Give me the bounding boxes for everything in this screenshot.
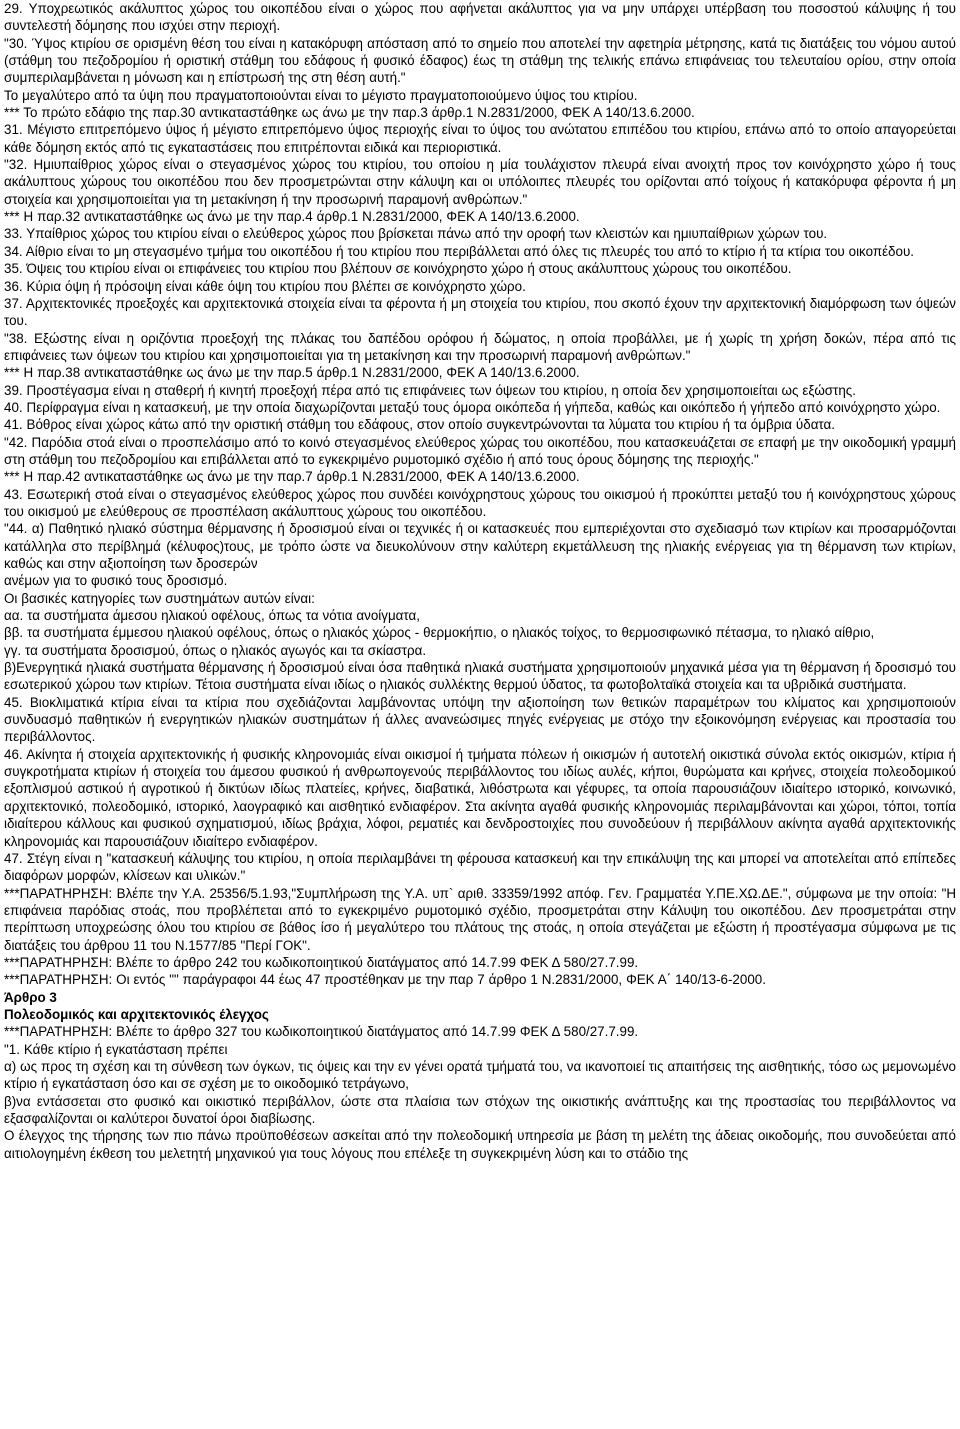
paragraph-44-bb: ββ. τα συστήματα έμμεσου ηλιακού οφέλους, όπως ο ηλιακός χώρος - θερμοκήπιο, ο ηλιακός τοίχος, το θερμοσιφωνικό πέτασμα, το ηλιακό αίθριο, [4, 625, 875, 641]
amendment-note-30: *** Το πρώτο εδάφιο της παρ.30 αντικαταστάθηκε ως άνω με την παρ.3 άρθρ.1 Ν.2831/2000, ΦΕΚ Α 140/13.6.2000. [4, 105, 695, 121]
paragraph-44-gg: γγ. τα συστήματα δροσισμού, όπως ο ηλιακός αγωγός και τα σκίαστρα. [4, 642, 427, 658]
amendment-note-42: *** Η παρ.42 αντικαταστάθηκε ως άνω με την παρ.7 άρθρ.1 Ν.2831/2000, ΦΕΚ Α 140/13.6.2000. [4, 469, 580, 485]
paragraph-38: "38. Εξώστης είναι η οριζόντια προεξοχή της πλάκας του δαπέδου ορόφου ή δώματος, η οποία προβάλλει, με ή χωρίς τη χρήση δοκών, πέρα από τις επιφάνειες των όψεων του κτιρίου και χρησιμοποιείται για τη μετακίνηση και την προσωρινή παραμονή ανθρώπων." [4, 330, 956, 363]
paragraph-46: 46. Ακίνητα ή στοιχεία αρχιτεκτονικής ή φυσικής κληρονομιάς είναι οικισμοί ή τμήματα πόλεων ή οικισμών ή αυτοτελή οικιστικά σύνολα εκτός οικισμών, κτίρια ή συγκροτήματα κτιρίων ή στοιχεία του άμεσου φυσικού ή ανθρωπογενούς περιβάλλοντος του ιδίως αυλές, κήποι, θυρώματα και κρήνες, στοιχεία πολεοδομικού εξοπλισμού αστικού ή αγροτικού ή δικτύων ιδίως πλατείες, κρήνες, διαβατικά, λιθόστρωτα και γέφυρες, τα οποία παρουσιάζουν ιδιαίτερο ιστορικό, κοινωνικό, αρχιτεκτονικό, πολεοδομικό, ιστορικό, λαογραφικό και αισθητικό ενδιαφέρον. Στα ακίνητα αγαθά φυσικής κληρονομιάς περιλαμβάνονται και χώροι, τόποι, τοπία ιδιαίτερου κάλλους και φυσικού σχηματισμού, ιδίως βράχια, λόφοι, ρεματιές και δενδροστοιχίες που συνοδεύουν ή περιβάλλουν ακίνητα αγαθά αρχιτεκτονικής κληρονομιάς και παρουσιάζουν ιδιαίτερο ενδιαφέρον. [4, 746, 956, 849]
article-subheading: Πολεοδομικός και αρχιτεκτονικός έλεγχος [4, 1006, 269, 1022]
paragraph-44-aa: αα. τα συστήματα άμεσου ηλιακού οφέλους, όπως τα νότια ανοίγματα, [4, 608, 420, 624]
article-heading: Άρθρο 3 [4, 989, 57, 1005]
paragraph-article3-1: "1. Κάθε κτίριο ή εγκατάσταση πρέπει [4, 1041, 228, 1057]
paragraph-article3-1a: α) ως προς τη σχέση και τη σύνθεση των όγκων, τις όψεις και την εν γένει ορατά τμήματά του, να ικανοποιεί τις απαιτήσεις της αισθητικής, τόσο ως μεμονωμένο κτίριο ή εγκατάσταση όσο και σε σχέση με το οικοδομικό τετράγωνο, [4, 1058, 956, 1092]
amendment-note-38: *** Η παρ.38 αντικαταστάθηκε ως άνω με την παρ.5 άρθρ.1 Ν.2831/2000, ΦΕΚ Α 140/13.6.2000. [4, 365, 580, 381]
observation-note-article-327: ***ΠΑΡΑΤΗΡΗΣΗ: Βλέπε το άρθρο 327 του κωδικοποιητικού διατάγματος από 14.7.99 ΦΕΚ Δ 580/27.7.99. [4, 1024, 639, 1040]
observation-note-ya-25356: ***ΠΑΡΑΤΗΡΗΣΗ: Βλέπε την Υ.Α. 25356/5.1.93,"Συμπλήρωση της Υ.Α. υπ` αριθ. 33359/1992 απόφ. Γεν. Γραμματέα Υ.ΠΕ.ΧΩ.ΔΕ.", σύμφωνα με την οποία: "Η επιφάνεια παρόδιας στοάς, που προβλέπεται από το εγκεκριμένο ρυμοτομικό σχέδιο, προσμετράται στην Κάλυψη του οικοπέδου. Δεν προσμετράται στην περίπτωση υποχρεώσης όλου του κτιρίου σε βάθος ίσο ή μεγαλύτερο του πλάτους της στοάς, η οποία στεγάζεται με εξώστη ή προστέγασμα σύμφωνα με τις διατάξεις του άρθρου 11 του Ν.1577/85 "Περί ΓΟΚ". [4, 885, 956, 953]
paragraph-47: 47. Στέγη είναι η "κατασκευή κάλυψης του κτιρίου, η οποία περιλαμβάνει τη φέρουσα κατασκευή και την επικάλυψη της και μπορεί να αποτελείται από επίπεδες διαφόρων μορφών, κλίσεων και υλικών." [4, 850, 956, 884]
paragraph-30: "30. Ύψος κτιρίου σε ορισμένη θέση του είναι η κατακόρυφη απόσταση από το σημείο που αποτελεί την αφετηρία μέτρησης, κατά τις διατάξεις του νόμου αυτού (στάθμη του πεζοδρομίου ή οριστική στάθμη του εδάφους ή φυσικό έδαφος) έως τη στάθμη της τελικής επάνω επιφάνειας του τελευταίου ορίου, στην οποία συμπεριλαμβάνεται η μόνωση και η επίστρωσή της στη θέση αυτή." [4, 35, 956, 86]
paragraph-36: 36. Κύρια όψη ή πρόσοψη είναι κάθε όψη του κτιρίου που βλέπει σε κοινόχρηστο χώρο. [4, 278, 526, 294]
paragraph-35: 35. Όψεις του κτιρίου είναι οι επιφάνειες του κτιρίου που βλέπουν σε κοινόχρηστο χώρο ή στους ακάλυπτους χώρους του οικοπέδου. [4, 261, 792, 277]
paragraph-29: 29. Υποχρεωτικός ακάλυπτος χώρος του οικοπέδου είναι ο χώρος που αφήνεται ακάλυπτος για να μην υπάρχει υπέρβαση του ποσοστού κάλυψης ή του συντελεστή δόμησης που ισχύει στην περιοχή. [4, 1, 956, 34]
paragraph-43: 43. Εσωτερική στοά είναι ο στεγασμένος ελεύθερος χώρος που συνδέει κοινόχρηστους χώρους του οικισμού ή προκύπτει μεταξύ του ή κοινόχρηστους χώρους του οικισμού με ελεύθερους σε προσπέλαση ακάλυπτους χώρους του οικοπέδου. [4, 486, 956, 519]
paragraph-41: 41. Βόθρος είναι χώρος κάτω από την οριστική στάθμη του εδάφους, στον οποίο συγκεντρώνονται τα λύματα του κτιρίου ή τα όμβρια ύδατα. [4, 417, 835, 433]
paragraph-34: 34. Αίθριο είναι το μη στεγασμένο τμήμα του οικοπέδου ή του κτιρίου που περιβάλλεται από όλες τις πλευρές του από το κτίριο ή τα κτίρια του οικοπέδου. [4, 243, 915, 259]
paragraph-45: 45. Βιοκλιματικά κτίρια είναι τα κτίρια που σχεδιάζονται λαμβάνοντας υπόψη την αξιοποίηση των θετικών παραμέτρων του κλίματος και χρησιμοποιούν συνδυασμό παθητικών ή ενεργητικών ηλιακών συστημάτων ή άλλες ανανεώσιμες πηγές ενέργειας με στόχο την εξοικονόμηση ενέργειας και προστασία του περιβάλλοντος. [4, 694, 956, 745]
paragraph-44-categories: Οι βασικές κατηγορίες των συστημάτων αυτών είναι: [4, 590, 315, 606]
observation-note-paragraphs-44-47: ***ΠΑΡΑΤΗΡΗΣΗ: Οι εντός "" παράγραφοι 44 έως 47 προστέθηκαν με την παρ 7 άρθρο 1 Ν.2831/2000, ΦΕΚ Α΄ 140/13-6-2000. [4, 972, 766, 988]
document-page [4, 0, 956, 1162]
paragraph-44a-continued: ανέμων για το φυσικό τους δροσισμό. [4, 573, 228, 589]
paragraph-32: "32. Ημιυπαίθριος χώρος είναι ο στεγασμένος χώρος του κτιρίου, του οποίου η μία τουλάχιστον πλευρά είναι ανοιχτή προς τον κοινόχρηστο χώρο ή τους ακάλυπτους χώρους του οικοπέδου που δεν προσμετρώνται στην κάλυψη και οι υπόλοιπες πλευρές του ορίζονται από τοίχους ή κατακόρυφα φέροντα ή μη στοιχεία και χρησιμοποιείται για τη μετακίνηση ή την προσωρινή παραμονή ανθρώπων." [4, 157, 956, 207]
paragraph-39: 39. Προστέγασμα είναι η σταθερή ή κινητή προεξοχή πέρα από τις επιφάνειες των όψεων του κτιρίου, η οποία δεν χρησιμοποιείται ως εξώστης. [4, 382, 856, 398]
paragraph-article3-1b: β)να εντάσσεται στο φυσικό και οικιστικό περιβάλλον, ώστε στα πλαίσια των στόχων της οικιστικής ανάπτυξης και της προστασίας του περιβάλλοντος να εξασφαλίζονται οι καλύτεροι δυνατοί όροι διαβίωσης. [4, 1093, 956, 1126]
paragraph-44b: β)Ενεργητικά ηλιακά συστήματα θέρμανσης ή δροσισμού είναι όσα παθητικά ηλιακά συστήματα χρησιμοποιούν μηχανικά μέσα για τη θέρμανση ή δροσισμό του εσωτερικού χώρου των κτιρίων. Τέτοια συστήματα είναι ιδίως ο ηλιακός συλλέκτης θερμού ύδατος, τα φωτοβολταϊκά στοιχεία και τα υβριδικά συστήματα. [4, 660, 956, 693]
paragraph-31: 31. Μέγιστο επιτρεπόμενο ύψος ή μέγιστο επιτρεπόμενο ύψος περιοχής είναι το ύψος του ανώτατου επιπέδου του κτιρίου, επάνω από το οποίο απαγορεύεται κάθε δόμηση εκτός από τις εγκαταστάσεις που επιτρέπονται ειδικά και περιοριστικά. [4, 122, 956, 155]
paragraph-40: 40. Περίφραγμα είναι η κατασκευή, με την οποία διαχωρίζονται μεταξύ τους όμορα οικόπεδα ή γήπεδα, καθώς και οικόπεδο ή γήπεδο από κοινόχρηστο χώρο. [4, 399, 941, 415]
paragraph-30-max-height: Το μεγαλύτερο από τα ύψη που πραγματοποιούνται είναι το μέγιστο πραγματοποιούμενο ύψος του κτιρίου. [4, 87, 638, 103]
observation-note-article-242: ***ΠΑΡΑΤΗΡΗΣΗ: Βλέπε το άρθρο 242 του κωδικοποιητικού διατάγματος από 14.7.99 ΦΕΚ Δ 580/27.7.99. [4, 954, 639, 970]
paragraph-44a: "44. α) Παθητικό ηλιακό σύστημα θέρμανσης ή δροσισμού είναι οι τεχνικές ή οι κατασκευές που εμπεριέχονται στο σχεδιασμό των κτιρίων και προσαρμόζονται κατάλληλα στο περίβλημά (κέλυφος)τους, με τρόπο ώστε να διευκολύνουν στην καλύτερη εκμετάλλευση της ηλιακής ενέργειας για τη θέρμανση των κτιρίων, καθώς και στην αξιοποίηση των δροσερών [4, 521, 956, 571]
paragraph-article3-control: Ο έλεγχος της τήρησης των πιο πάνω προϋποθέσεων ασκείται από την πολεοδομική υπηρεσία με βάση τη μελέτη της άδειας οικοδομής, που συνοδεύεται από αιτιολογημένη έκθεση του μελετητή μηχανικού για τους λόγους που επέλεξε τη συγκεκριμένη λύση και το στάδιο της [4, 1128, 956, 1161]
paragraph-37: 37. Αρχιτεκτονικές προεξοχές και αρχιτεκτονικά στοιχεία είναι τα φέροντα ή μη στοιχεία του κτιρίου, που σκοπό έχουν την αρχιτεκτονική διαμόρφωση των όψεών του. [4, 295, 956, 329]
paragraph-42: "42. Παρόδια στοά είναι ο προσπελάσιμο από το κοινό στεγασμένος ελεύθερος χώρας του οικοπέδου, που κατασκευάζεται σε επαφή με την οικοδομική γραμμή στη στάθμη του πεζοδρομίου και επιβάλλεται από το εγκεκριμένο ρυμοτομικό σχέδιο ή από τους όρους δόμησης της περιοχής." [4, 434, 956, 467]
amendment-note-32: *** Η παρ.32 αντικαταστάθηκε ως άνω με την παρ.4 άρθρ.1 Ν.2831/2000, ΦΕΚ Α 140/13.6.2000. [4, 209, 580, 225]
paragraph-33: 33. Υπαίθριος χώρος του κτιρίου είναι ο ελεύθερος χώρος που βρίσκεται πάνω από την οροφή των κλειστών και ημιυπαίθριων χώρων του. [4, 226, 828, 242]
